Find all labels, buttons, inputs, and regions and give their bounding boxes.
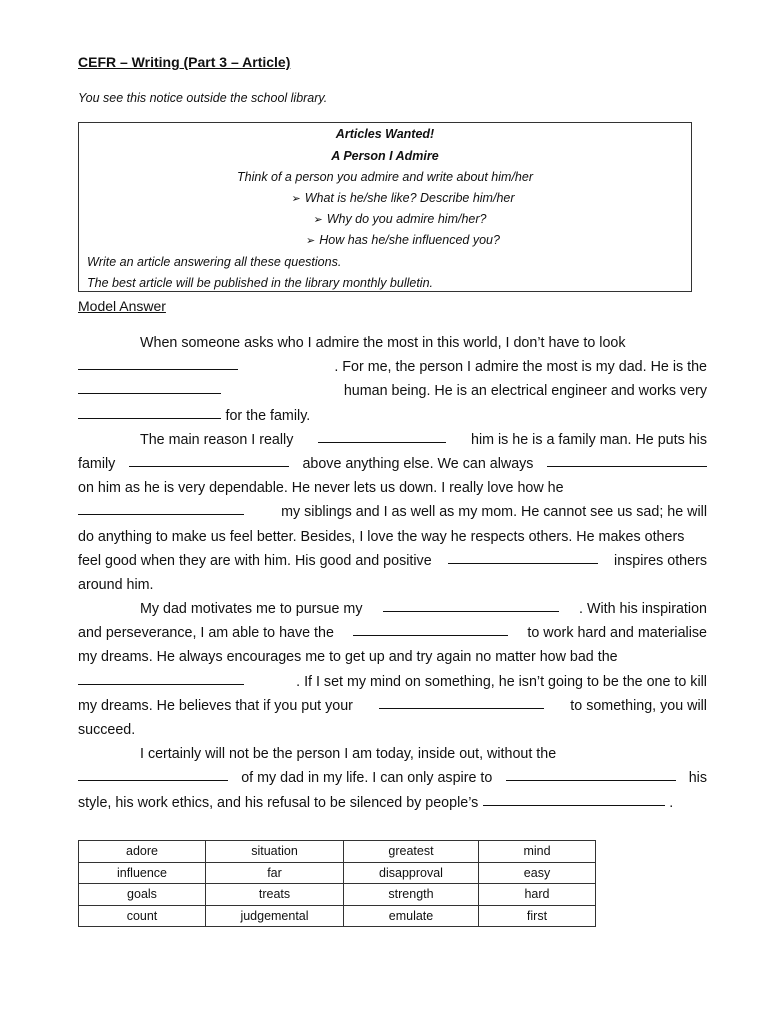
task-intro: You see this notice outside the school library.: [78, 91, 328, 105]
word-cell: goals: [79, 884, 206, 906]
passage-line: and perseverance, I am able to have the to work hard and materialise: [78, 621, 707, 645]
word-cell: influence: [79, 862, 206, 884]
word-cell: emulate: [344, 905, 479, 927]
arrowhead-bullet-icon: ➢: [291, 192, 301, 205]
word-cell: adore: [79, 841, 206, 863]
passage-line: style, his work ethics, and his refusal to be silenced by people’s .: [78, 791, 707, 815]
table-row: [79, 905, 596, 927]
notice-bullet: ➢ How has he/she influenced you?: [306, 233, 500, 247]
passage-line: my siblings and I as well as my mom. He cannot see us sad; he will: [78, 500, 707, 524]
fill-in-blank[interactable]: [129, 452, 289, 467]
fill-in-blank[interactable]: [78, 670, 244, 685]
arrowhead-bullet-icon: ➢: [306, 234, 316, 247]
word-cell: hard: [479, 884, 596, 906]
passage-line: . For me, the person I admire the most is my dad. He is the: [78, 355, 707, 379]
passage-line: on him as he is very dependable. He never lets us down. I really love how he: [78, 480, 564, 497]
notice-topic: A Person I Admire: [331, 149, 439, 163]
model-answer-passage: [78, 331, 707, 815]
fill-in-blank[interactable]: [78, 355, 238, 370]
table-row: [79, 862, 596, 884]
passage-line: of my dad in my life. I can only aspire to his: [78, 766, 707, 790]
passage-line: around him.: [78, 576, 154, 593]
fill-in-blank[interactable]: [353, 621, 508, 636]
word-cell: easy: [479, 862, 596, 884]
word-cell: strength: [344, 884, 479, 906]
notice-heading: Articles Wanted!: [335, 127, 435, 141]
passage-line: do anything to make us feel better. Besides, I love the way he respects others. He makes others: [78, 528, 685, 545]
notice-instruction: Write an article answering all these questions.: [87, 255, 342, 269]
fill-in-blank[interactable]: [506, 766, 676, 781]
passage-line: . If I set my mind on something, he isn’t going to be the one to kill: [78, 670, 707, 694]
passage-line: for the family.: [78, 404, 707, 428]
fill-in-blank[interactable]: [448, 549, 598, 564]
word-cell: far: [206, 862, 344, 884]
fill-in-blank[interactable]: [483, 791, 665, 806]
fill-in-blank[interactable]: [547, 452, 707, 467]
notice-bullet: ➢ What is he/she like? Describe him/her: [291, 191, 515, 205]
model-answer-label: Model Answer: [78, 298, 166, 314]
word-cell: count: [79, 905, 206, 927]
fill-in-blank[interactable]: [78, 500, 244, 515]
notice-bullet: ➢ Why do you admire him/her?: [313, 212, 487, 226]
word-cell: treats: [206, 884, 344, 906]
passage-line: my dreams. He believes that if you put your to something, you will: [78, 694, 707, 718]
passage-line: My dad motivates me to pursue my . With his inspiration: [78, 597, 707, 621]
fill-in-blank[interactable]: [383, 597, 559, 612]
word-bank-table: [78, 840, 596, 927]
passage-line: When someone asks who I admire the most in this world, I don’t have to look: [140, 335, 626, 351]
word-cell: first: [479, 905, 596, 927]
fill-in-blank[interactable]: [78, 379, 221, 394]
word-cell: judgemental: [206, 905, 344, 927]
table-row: [79, 841, 596, 863]
fill-in-blank[interactable]: [78, 404, 221, 419]
word-cell: disapproval: [344, 862, 479, 884]
fill-in-blank[interactable]: [318, 428, 446, 443]
notice-publication: The best article will be published in the library monthly bulletin.: [87, 276, 434, 290]
passage-line: human being. He is an electrical engineer and works very: [78, 379, 707, 403]
passage-line: family above anything else. We can always: [78, 452, 707, 476]
notice-box: [78, 122, 692, 292]
passage-line: my dreams. He always encourages me to get up and try again no matter how bad the: [78, 649, 618, 666]
word-cell: greatest: [344, 841, 479, 863]
passage-line: The main reason I really him is he is a family man. He puts his: [78, 428, 707, 452]
table-row: [79, 884, 596, 906]
arrowhead-bullet-icon: ➢: [313, 213, 323, 226]
passage-line: I certainly will not be the person I am today, inside out, without the: [140, 746, 557, 763]
word-cell: mind: [479, 841, 596, 863]
word-cell: situation: [206, 841, 344, 863]
passage-line: feel good when they are with him. His good and positive inspires others: [78, 549, 707, 573]
notice-prompt: Think of a person you admire and write about him/her: [237, 170, 533, 184]
worksheet-title: CEFR – Writing (Part 3 – Article): [78, 54, 291, 70]
fill-in-blank[interactable]: [78, 766, 228, 781]
fill-in-blank[interactable]: [379, 694, 544, 709]
passage-line: succeed.: [78, 722, 136, 738]
